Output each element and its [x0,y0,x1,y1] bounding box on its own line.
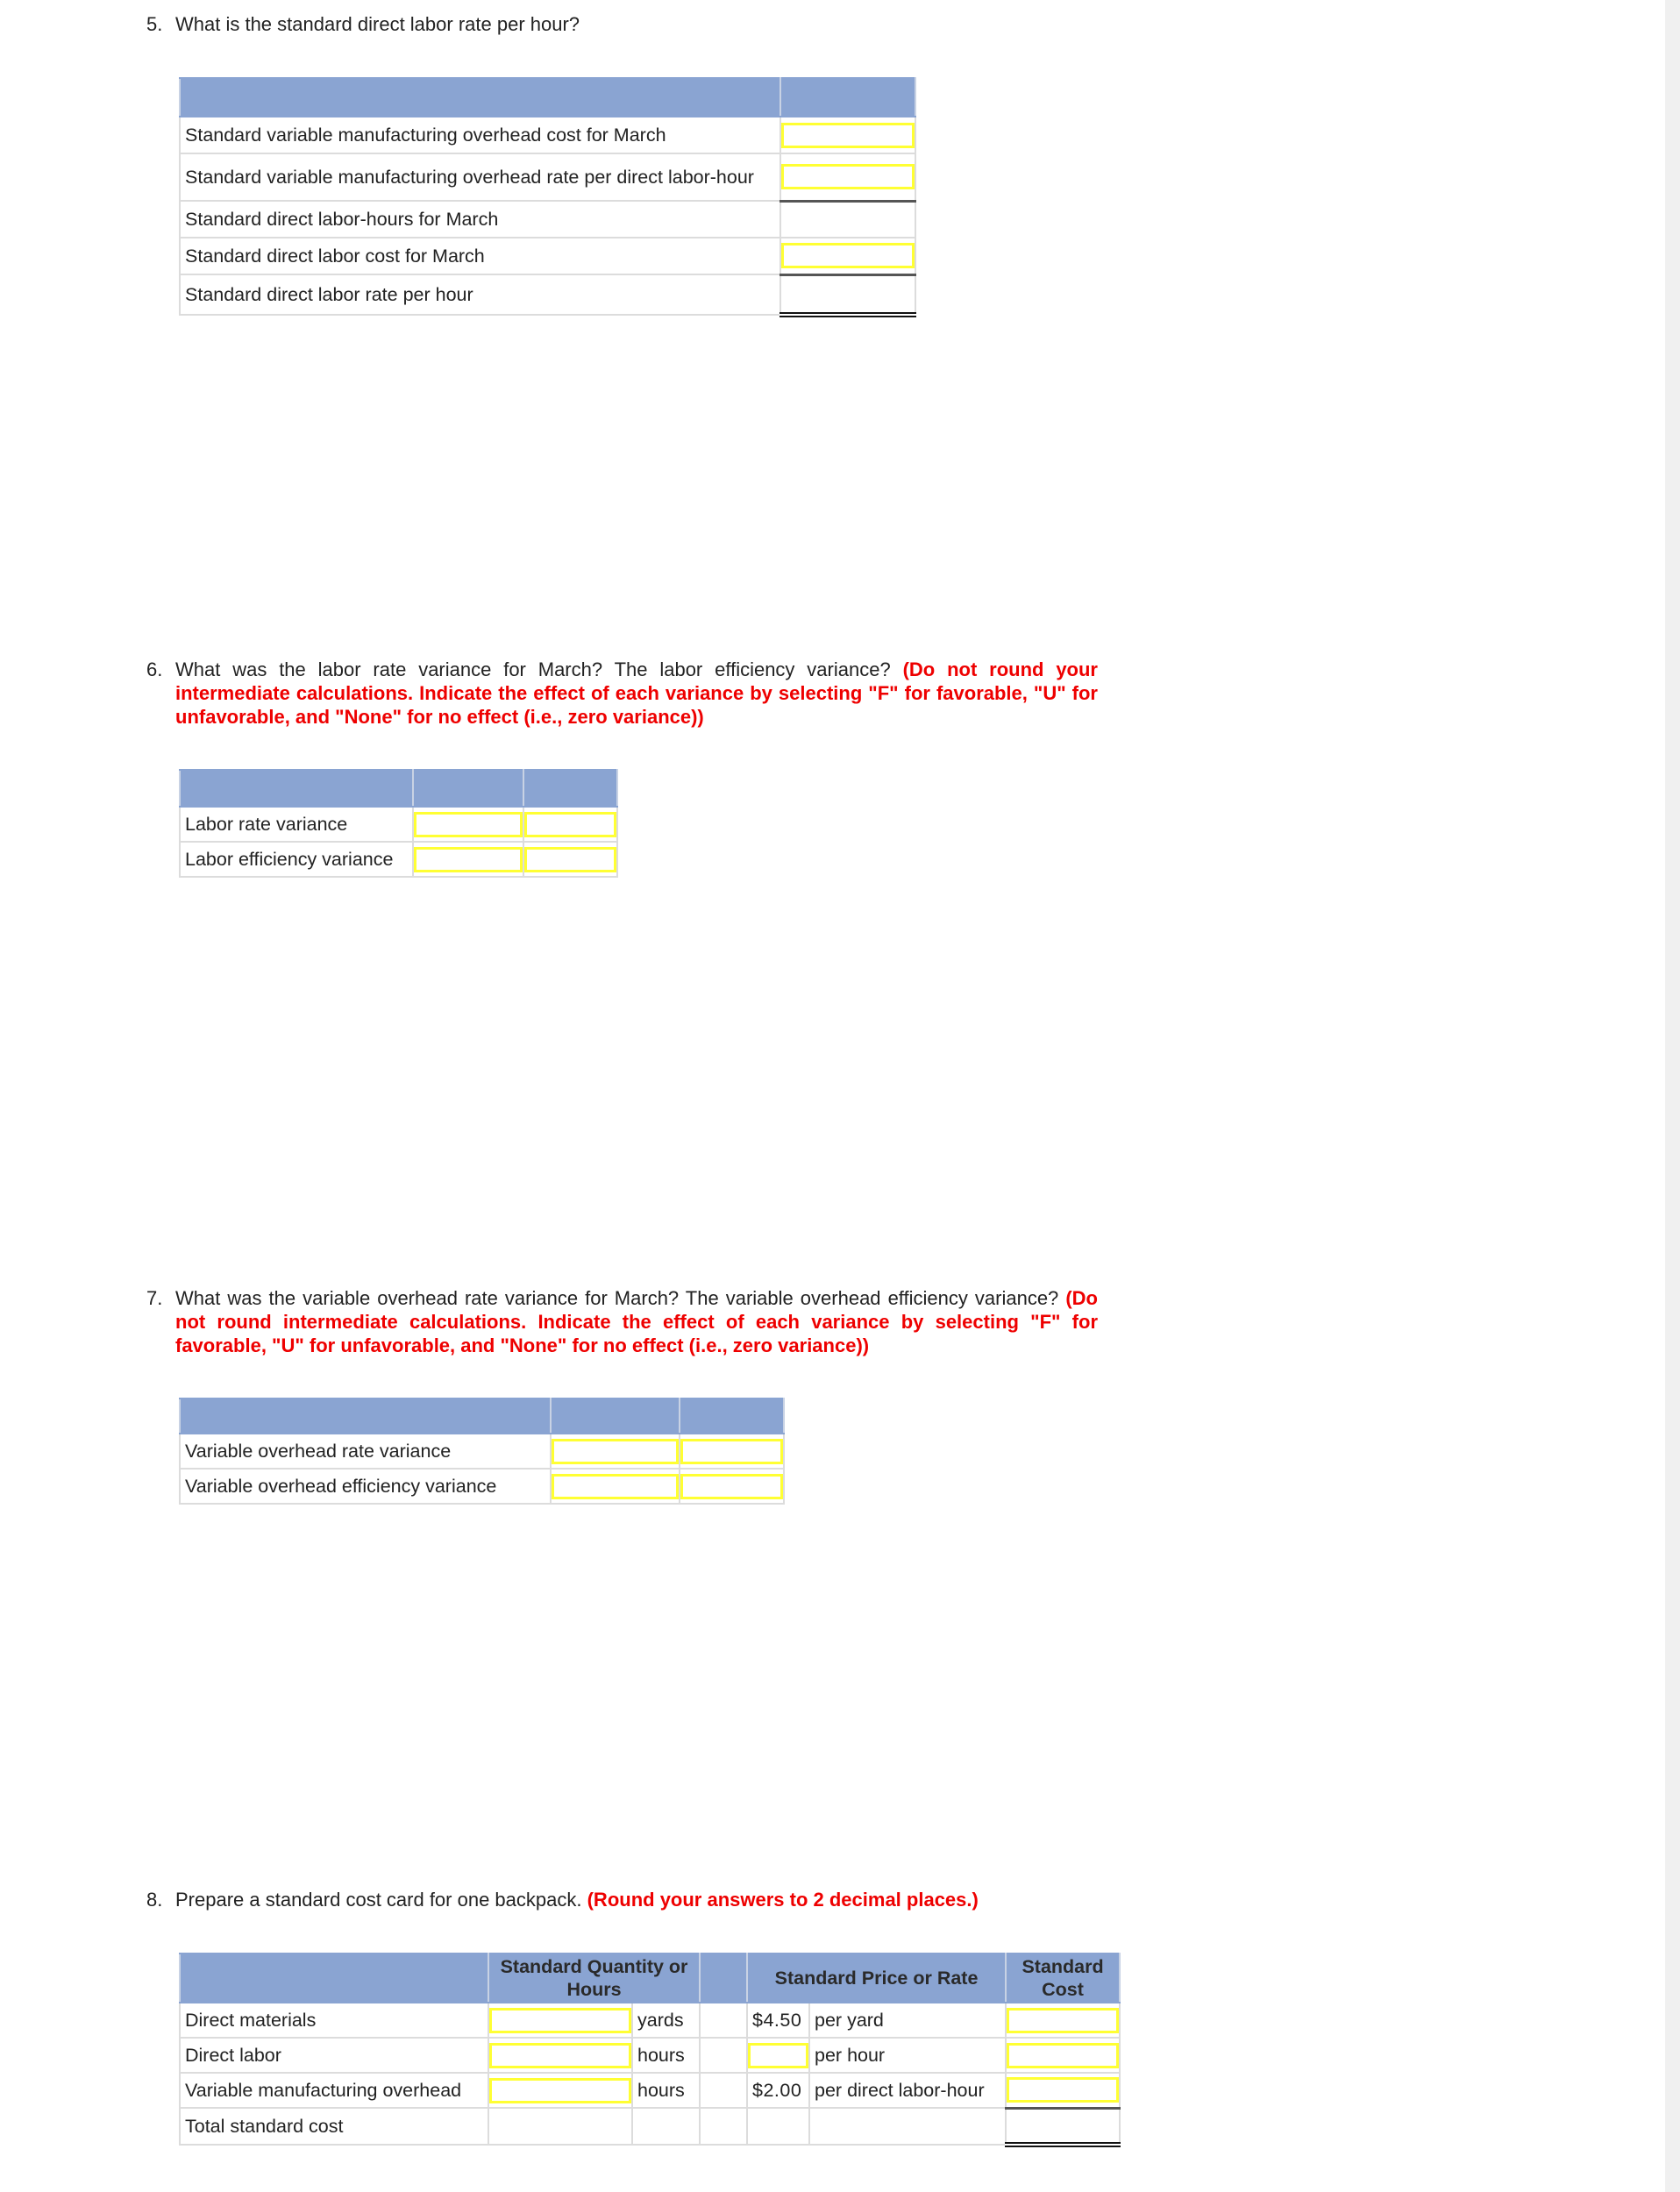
vo-efficiency-variance-amount-input[interactable] [552,1474,679,1499]
table-row [180,842,617,877]
table-row [180,1434,784,1469]
unit-label: yards [632,2003,700,2038]
row-label: Total standard cost [180,2108,488,2145]
dl-quantity-input[interactable] [489,2043,631,2068]
q5-table [179,77,916,317]
dl-cost-input[interactable] [1007,2043,1119,2068]
vo-rate-variance-amount-input[interactable] [552,1439,679,1464]
table-header-row [180,78,915,117]
table-row [180,2108,1120,2145]
question-8 [146,1888,1098,1911]
rate-unit-label: per direct labor-hour [809,2073,1006,2108]
table-header-row [180,1954,1120,2003]
price-value: $2.00 [747,2073,809,2108]
vo-efficiency-variance-effect-select[interactable] [680,1474,783,1499]
row-label: Standard direct labor-hours for March [180,201,780,238]
row-label: Variable overhead efficiency variance [180,1469,551,1504]
question-number: 7. [146,1287,163,1309]
rate-unit-label: per yard [809,2003,1006,2038]
row-label: Labor rate variance [180,807,413,842]
unit-label: hours [632,2038,700,2073]
table-row [180,2038,1120,2073]
table-row [180,117,915,153]
vmoh-quantity-input[interactable] [489,2078,631,2103]
header-standard-quantity: Standard Quantity or Hours [488,1954,700,2003]
svmoh-cost-input[interactable] [781,123,915,148]
table-header-row [180,1398,784,1434]
row-label: Variable overhead rate variance [180,1434,551,1469]
svmoh-rate-input[interactable] [781,164,915,189]
dl-rate-input[interactable] [748,2043,808,2068]
question-text: Prepare a standard cost card for one backpack. [175,1889,582,1911]
question-number: 8. [146,1889,163,1911]
question-instruction: (Do not round intermediate calculations. Indicate the effect of each variance by selecting "F" for favorable, "U" for unfavorable, and "None" for no effect (i.e., zero variance)) [175,1287,1098,1356]
price-value: $4.50 [747,2003,809,2038]
dm-cost-input[interactable] [1007,2008,1119,2033]
q6-table [179,769,618,878]
page-scrollbar-track[interactable] [1665,0,1680,2192]
question-text: What was the variable overhead rate variance for March? The variable overhead efficiency variance? [175,1287,1059,1309]
row-label: Labor efficiency variance [180,842,413,877]
table-row [180,238,915,274]
labor-efficiency-variance-effect-select[interactable] [524,847,616,872]
total-standard-cost-value [1006,2108,1120,2145]
question-instruction: (Do not round your intermediate calculations. Indicate the effect of each variance by selecting "F" for favorable, "U" for unfavorable, and "None" for no effect (i.e., zero variance)) [175,658,1098,728]
vo-rate-variance-effect-select[interactable] [680,1439,783,1464]
unit-label: hours [632,2073,700,2108]
table-row [180,274,915,315]
dm-quantity-input[interactable] [489,2008,631,2033]
question-7 [146,1286,1098,1357]
standard-cost-card-table [179,1953,1121,2147]
row-label: Direct materials [180,2003,488,2038]
labor-efficiency-variance-amount-input[interactable] [414,847,523,872]
table-row [180,201,915,238]
table-row [180,2003,1120,2038]
sdl-cost-input[interactable] [781,243,915,268]
table-row [180,153,915,201]
row-label: Variable manufacturing overhead [180,2073,488,2108]
question-5 [146,12,1098,36]
row-label: Direct labor [180,2038,488,2073]
sdlh-value [780,201,915,238]
header-standard-cost: Standard Cost [1006,1954,1120,2003]
labor-rate-variance-amount-input[interactable] [414,812,523,837]
question-instruction: (Round your answers to 2 decimal places.) [587,1889,979,1911]
question-text: What is the standard direct labor rate per hour? [175,13,580,35]
q7-table [179,1398,785,1505]
question-6 [146,658,1098,729]
header-standard-price: Standard Price or Rate [747,1954,1006,2003]
row-label: Standard direct labor cost for March [180,238,780,274]
question-number: 5. [146,13,163,35]
question-text: What was the labor rate variance for March? The labor efficiency variance? [175,658,891,680]
table-header-row [180,770,617,807]
labor-rate-variance-effect-select[interactable] [524,812,616,837]
question-number: 6. [146,658,163,680]
rate-unit-label: per hour [809,2038,1006,2073]
sdl-rate-value [780,274,915,315]
row-label: Standard direct labor rate per hour [180,274,780,315]
table-row [180,2073,1120,2108]
table-row [180,807,617,842]
row-label: Standard variable manufacturing overhead cost for March [180,117,780,153]
vmoh-cost-input[interactable] [1007,2077,1119,2103]
row-label: Standard variable manufacturing overhead rate per direct labor-hour [180,153,780,201]
table-row [180,1469,784,1504]
